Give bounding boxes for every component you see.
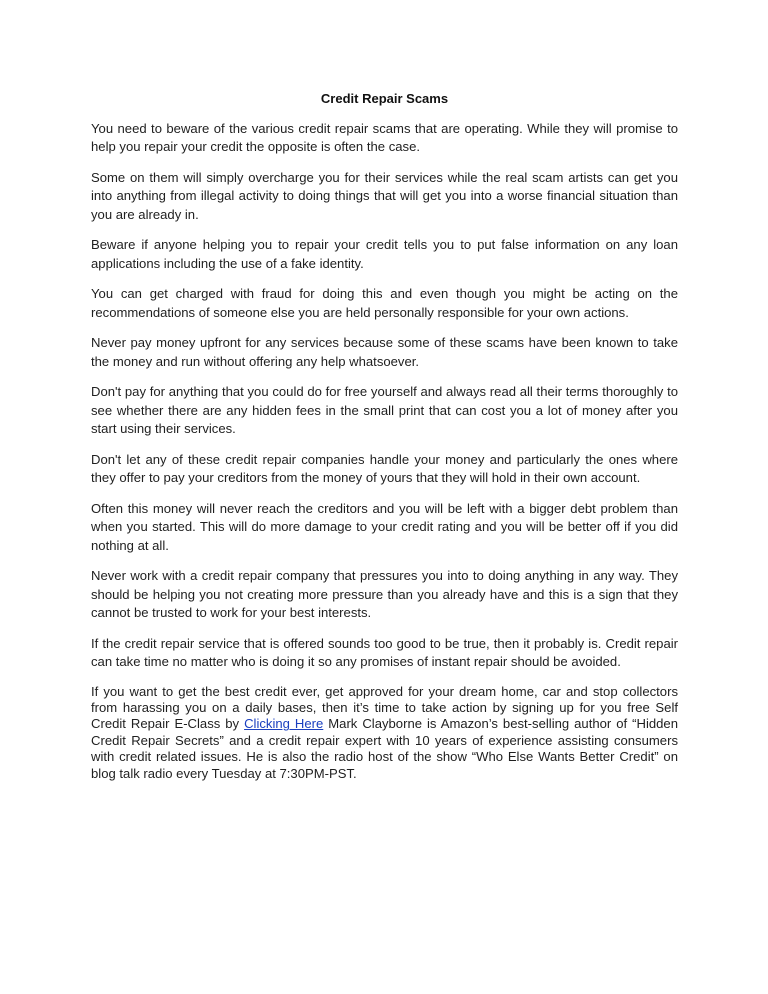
clicking-here-link[interactable]: Clicking Here xyxy=(244,716,324,732)
closing-text-after-link: Mark Clayborne is Amazon’s best-selling author of “Hidden Credit Repair Secrets” and a credit repair expert with 10 years of experience assisting consumers with credit related issues. He is also the radio host of the show “Who Else Wants Better Credit” on blog talk radio every Tuesday at 7:30PM-PST. xyxy=(91,716,679,781)
paragraph-2: Some on them will simply overcharge you for their services while the real scam artists can get you into anything from illegal activity to doing things that will get you into a worse financial situation than you are already in. xyxy=(91,170,678,222)
paragraph-1: You need to beware of the various credit repair scams that are operating. While they will promise to help you repair your credit the opposite is often the case. xyxy=(91,121,678,155)
paragraph-8: Often this money will never reach the creditors and you will be left with a bigger debt problem than when you started. This will do more damage to your credit rating and you will be better off if you did nothing at all. xyxy=(91,500,678,553)
paragraph-5: Never pay money upfront for any services because some of these scams have been known to take the money and run without offering any help whatsoever. xyxy=(91,335,678,369)
document-title: Credit Repair Scams xyxy=(320,91,449,106)
paragraph-3: Beware if anyone helping you to repair your credit tells you to put false information on any loan applications including the use of a fake identity. xyxy=(91,237,678,271)
document-page xyxy=(91,90,678,794)
paragraph-9: Never work with a credit repair company that pressures you into to doing anything in any way. They should be helping you not creating more pressure than you already have and this is a sign that they cannot be trusted to work for your best interests. xyxy=(91,568,678,621)
closing-text-before-link: If you want to get the best credit ever, get approved for your dream home, car and stop collectors from harassing you on a daily bases, then it’s time to take action by signing up for you free Self Credit Repair E-Class by xyxy=(91,683,678,732)
closing-paragraph xyxy=(91,684,678,782)
paragraph-4: You can get charged with fraud for doing this and even though you might be acting on the recommendations of someone else you are held personally responsible for your own actions. xyxy=(91,286,678,320)
paragraph-7: Don't let any of these credit repair companies handle your money and particularly the ones where they offer to pay your creditors from the money of yours that they will hold in their own account. xyxy=(91,451,678,486)
paragraph-10: If the credit repair service that is offered sounds too good to be true, then it probably is. Credit repair can take time no matter who is doing it so any promises of instant repair should be avoided. xyxy=(91,635,678,670)
paragraph-6: Don't pay for anything that you could do for free yourself and always read all their terms thoroughly to see whether there are any hidden fees in the small print that can cost you a lot of money after you start using their services. xyxy=(91,384,678,437)
